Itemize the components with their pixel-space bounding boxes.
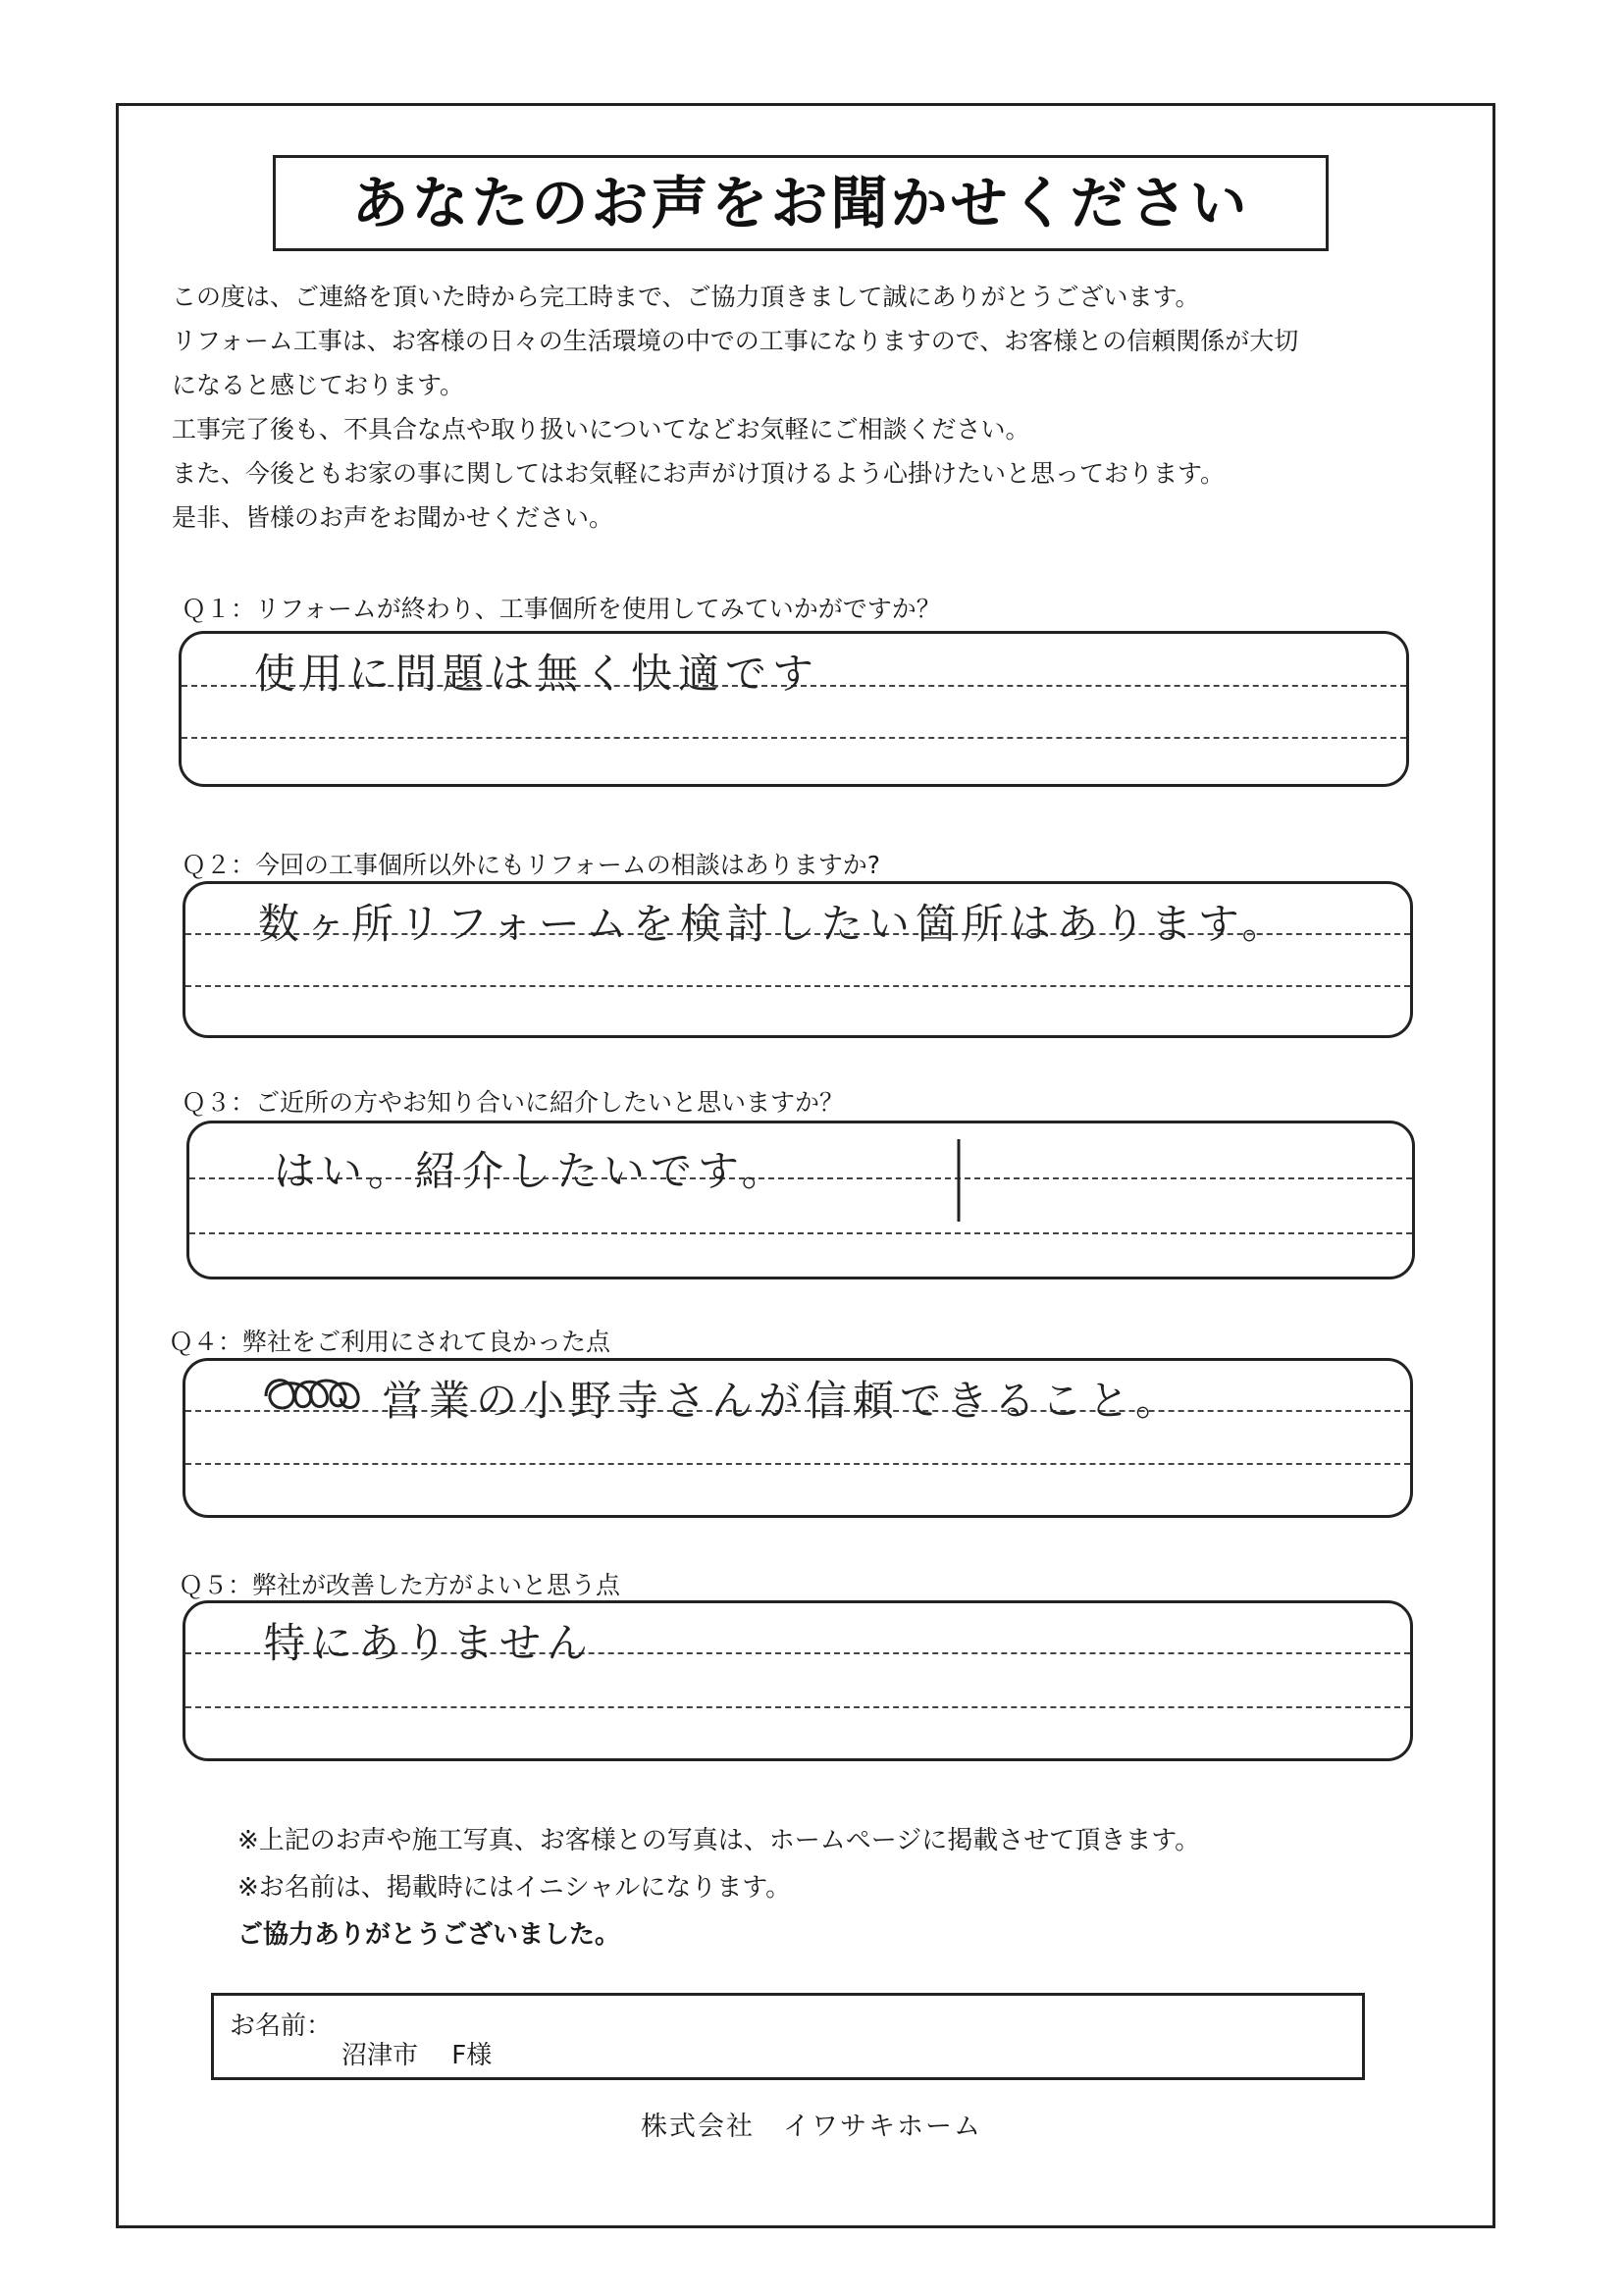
answer-box-1[interactable] xyxy=(179,631,1409,787)
answer-2-handwriting: 数ヶ所リフォームを検討したい箇所はあります。 xyxy=(258,900,1289,948)
dashed-line xyxy=(182,737,1406,739)
note-line: ※上記のお声や施工写真、お客様との写真は、ホームページに掲載させて頂きます。 xyxy=(237,1826,1201,1855)
question-1-label: Ｑ１：リフォームが終わり、工事個所を使用してみていかがですか？ xyxy=(182,595,941,623)
intro-line: になると感じております。 xyxy=(172,371,465,399)
note-line: ※お名前は、掲載時にはイニシャルになります。 xyxy=(237,1873,792,1903)
dashed-line xyxy=(185,1706,1410,1708)
question-4-label: Ｑ４：弊社をご利用にされて良かった点 xyxy=(169,1328,611,1356)
notes xyxy=(237,1817,1200,1958)
intro-line: この度は、ご連絡を頂いた時から完工時まで、ご協力頂きまして誠にありがとうございます。 xyxy=(172,283,1200,311)
answer-box-4[interactable] xyxy=(183,1358,1413,1518)
form-title: あなたのお声をお聞かせください xyxy=(273,155,1329,251)
question-3-label: Ｑ３：ご近所の方やお知り合いに紹介したいと思いますか？ xyxy=(182,1088,845,1117)
company-name: 株式会社 イワサキホーム xyxy=(641,2112,982,2142)
answer-3-handwriting: はい。紹介したいです。 xyxy=(274,1147,789,1195)
pen-mark-icon xyxy=(955,1139,963,1222)
dashed-line xyxy=(185,1463,1410,1465)
question-2-label: Ｑ２：今回の工事個所以外にもリフォームの相談はありますか? xyxy=(182,851,881,879)
answer-box-2[interactable] xyxy=(183,881,1413,1038)
intro-line: リフォーム工事は、お客様の日々の生活環境の中での工事になりますので、お客様との信頼関係が大切 xyxy=(172,327,1299,355)
name-label: お名前： xyxy=(230,2011,333,2041)
answer-box-5[interactable] xyxy=(183,1600,1413,1761)
answer-5-handwriting: 特にありません xyxy=(264,1619,595,1667)
thanks-line: ご協力ありがとうございました。 xyxy=(237,1920,621,1950)
dashed-line xyxy=(185,985,1410,987)
question-5-label: Ｑ５：弊社が改善した方がよいと思う点 xyxy=(179,1571,621,1599)
intro-line: また、今後ともお家の事に関してはお気軽にお声がけ頂けるよう心掛けたいと思っております。 xyxy=(172,459,1226,488)
intro-text xyxy=(172,275,1457,540)
dashed-line xyxy=(189,1232,1412,1234)
intro-line: 是非、皆様のお声をお聞かせください。 xyxy=(172,503,614,532)
name-field[interactable] xyxy=(211,1993,1365,2080)
answer-1-handwriting: 使用に問題は無く快適です xyxy=(254,650,820,698)
name-value: 沼津市 F様 xyxy=(341,2041,493,2070)
answer-4-handwriting: 営業の小野寺さんが信頼できること。 xyxy=(382,1377,1183,1425)
intro-line: 工事完了後も、不具合な点や取り扱いについてなどお気軽にご相談ください。 xyxy=(172,415,1030,444)
scribble-icon xyxy=(260,1371,366,1416)
answer-box-3[interactable] xyxy=(186,1121,1415,1279)
